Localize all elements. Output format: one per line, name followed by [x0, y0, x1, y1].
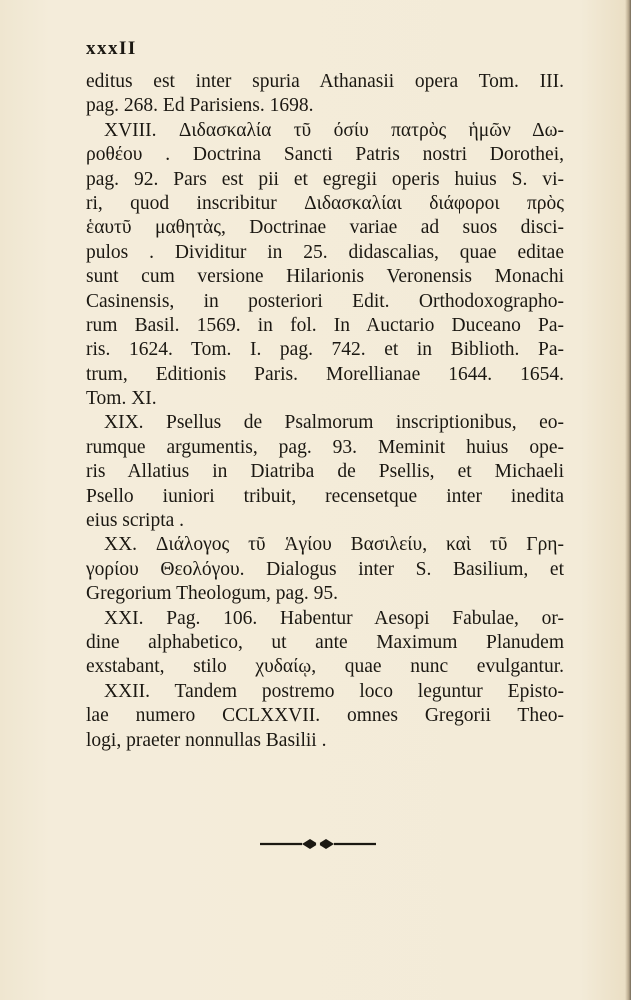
text-line: Tom. XI. — [86, 388, 157, 410]
text-line: pag. 92. Pars est pii et egregii operis huius S. vi- — [86, 168, 564, 190]
text-line: Casinensis, in posteriori Edit. Orthodoxographo- — [86, 290, 564, 312]
text-line: XXII. Tandem postremo loco leguntur Episto- — [104, 680, 564, 702]
text-line: exstabant, stilo χυδαίῳ, quae nunc evulgantur. — [86, 656, 564, 678]
text-line: logi, praeter nonnullas Basilii . — [86, 729, 327, 751]
tailpiece-ornament — [258, 837, 378, 851]
text-line: Gregorium Theologum, pag. 95. — [86, 583, 339, 605]
text-line: ροθέου . Doctrina Sancti Patris nostri Dorothei, — [86, 144, 564, 166]
page-number-header: xxxII — [86, 38, 137, 59]
text-line: rum Basil. 1569. in fol. In Auctario Duceano Pa- — [86, 314, 564, 336]
text-line: ris Allatius in Diatriba de Psellis, et Michaeli — [86, 461, 564, 483]
text-line: ἑαυτῦ μαθητὰς, Doctrinae variae ad suos disci- — [86, 217, 564, 239]
text-line: γορίου Θεολόγου. Dialogus inter S. Basilium, et — [86, 558, 564, 580]
text-line: XX. Διάλογος τῦ Ἁγίου Βασιλείυ, καὶ τῦ Γρη- — [104, 534, 564, 556]
page-edge-shadow — [625, 0, 631, 1000]
text-line: ri, quod inscribitur Διδασκαλίαι διάφοροι πρὸς — [86, 192, 564, 214]
text-line: editus est inter spuria Athanasii opera Tom. III. — [86, 71, 564, 92]
text-line: lae numero CCLXXVII. omnes Gregorii Theo- — [86, 705, 564, 727]
body-text — [86, 70, 564, 753]
text-line: XXI. Pag. 106. Habentur Aesopi Fabulae, or- — [104, 607, 564, 629]
text-line: pulos . Dividitur in 25. didascalias, quae editae — [86, 241, 564, 263]
text-line: ris. 1624. Tom. I. pag. 742. et in Biblioth. Pa- — [86, 339, 564, 361]
text-line: XVIII. Διδασκαλία τῦ όσίυ πατρὸς ἡμῶν Δω- — [104, 119, 564, 141]
text-line: sunt cum versione Hilarionis Veronensis Monachi — [86, 266, 564, 288]
text-line: XIX. Psellus de Psalmorum inscriptionibus, eo- — [104, 412, 564, 434]
text-line: eius scripta . — [86, 510, 185, 532]
text-line: pag. 268. Ed Parisiens. 1698. — [86, 95, 314, 117]
text-line: Psello iuniori tribuit, recensetque inter inedita — [86, 485, 564, 507]
text-line: rumque argumentis, pag. 93. Meminit huius ope- — [86, 436, 564, 458]
text-line: trum, Editionis Paris. Morellianae 1644. 1654. — [86, 363, 564, 385]
text-line: dine alphabetico, ut ante Maximum Planudem — [86, 631, 564, 653]
